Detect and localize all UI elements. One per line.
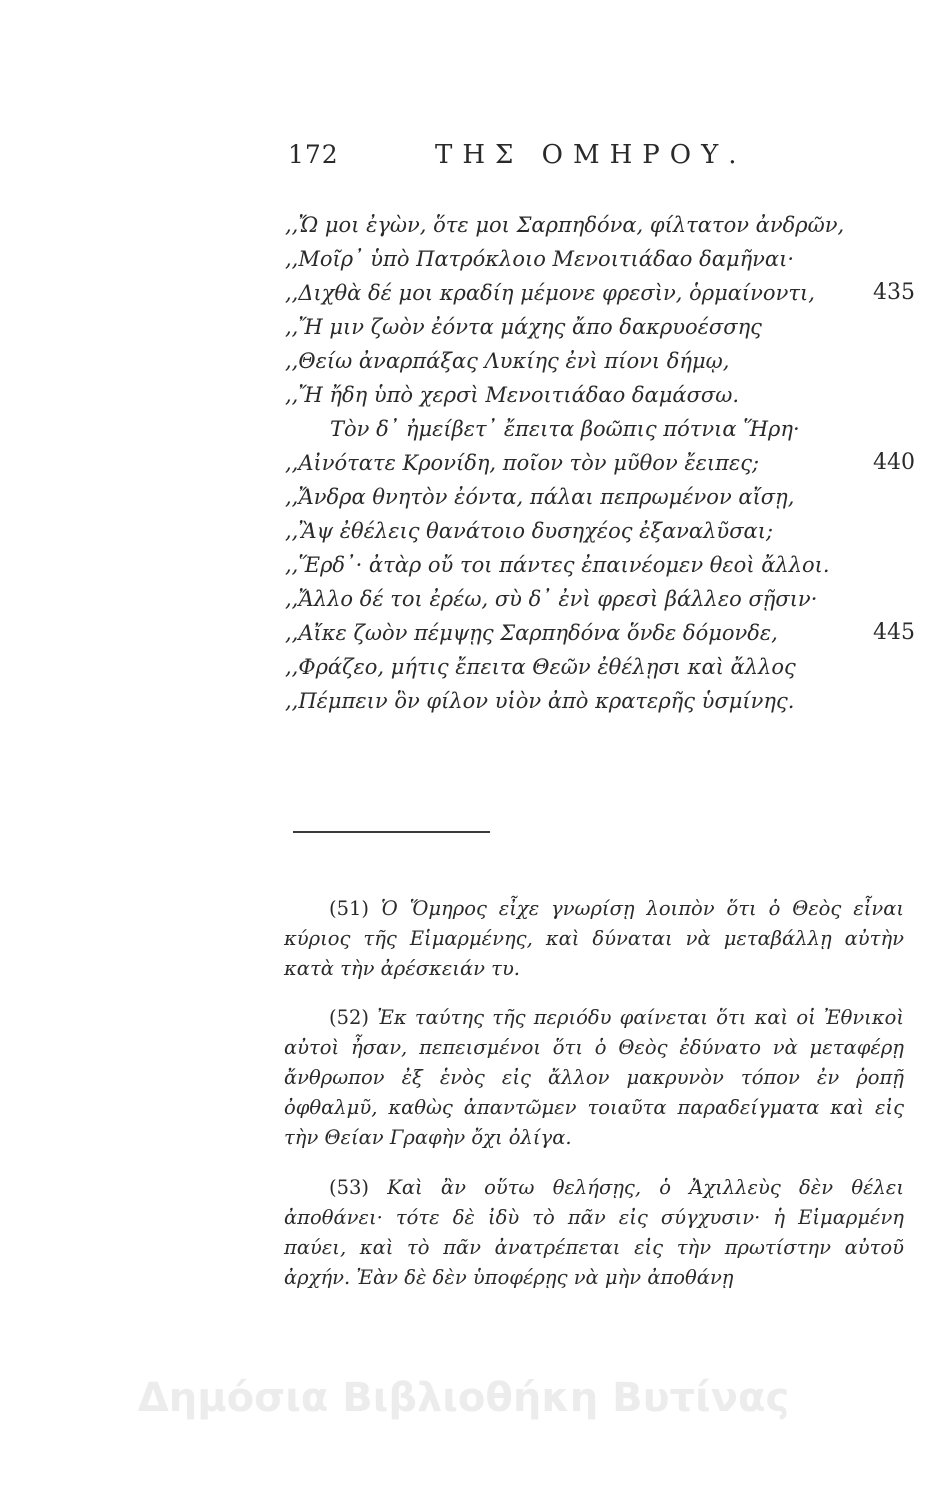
verse-line: ,,Αἰνότατε Κρονίδη, ποῖον τὸν μῦθον ἔειπες; 440 — [285, 446, 915, 480]
verse-line: ,,Αἴκε ζωὸν πέμψῃς Σαρπηδόνα ὅνδε δόμονδε, 445 — [285, 616, 915, 650]
verse-line: ,,Ἤ ἤδη ὑπὸ χερσὶ Μενοιτιάδαο δαμάσσω. — [285, 383, 740, 407]
verse-line: ,,Ἄνδρα θνητὸν ἐόντα, πάλαι πεπρωμένον αἴσῃ, — [285, 485, 795, 509]
footnote — [284, 1173, 904, 1293]
verse-block — [285, 208, 915, 718]
line-number: 445 — [873, 620, 915, 645]
verse-line: ,,Διχθὰ δέ μοι κραδίη μέμονε φρεσὶν, ὁρμαίνοντι, 435 — [285, 276, 915, 310]
verse-line: ,,Ἕρδ᾽· ἀτὰρ οὔ τοι πάντες ἐπαινέομεν θεοὶ ἄλλοι. — [285, 553, 830, 577]
footnote-label: (51) — [329, 896, 370, 920]
footnotes — [284, 874, 904, 1309]
page-header — [0, 140, 927, 180]
verse-line: ,,Ἄλλο δέ τοι ἐρέω, σὺ δ᾽ ἐνὶ φρεσὶ βάλλεο σῇσιν· — [285, 587, 818, 611]
footnote — [284, 894, 904, 984]
page-number: 172 — [288, 140, 339, 169]
verse-line: ,,Μοῖρ᾽ ὑπὸ Πατρόκλοιο Μενοιτιάδαο δαμῆναι· — [285, 247, 795, 271]
footnote-label: (52) — [329, 1006, 370, 1029]
verse-line: ,,Θείω ἀναρπάξας Λυκίης ἐνὶ πίονι δήμῳ, — [285, 349, 730, 373]
verse-line: ,,Ἂψ ἐθέλεις θανάτοιο δυσηχέος ἐξαναλῦσαι; — [285, 519, 774, 543]
running-title: ΤΗΣ ΟΜΗΡΟΥ. — [435, 140, 747, 170]
verse-line: ,,Φράζεο, μήτις ἔπειτα Θεῶν ἐθέλῃσι καὶ ἄλλος — [285, 655, 796, 679]
footnote-text: Καὶ ἂν οὕτω θελήσῃς, ὁ Ἀχιλλεὺς δὲν θέλει ἀποθάνει· τότε δὲ ἰδὺ τὸ πᾶν εἰς σύγχυσιν· ἡ Εἱμαρμένη παύει, καὶ τὸ πᾶν ἀνατρέπεται εἰς τὴν πρωτίστην αὐτοῦ ἀρχήν. Ἐὰν δὲ δὲν ὑποφέρῃς νὰ μὴν ἀποθάνῃ — [284, 1175, 904, 1289]
footnote-separator — [293, 831, 490, 833]
footnote — [284, 1003, 904, 1153]
verse-line: ,,Ἤ μιν ζωὸν ἐόντα μάχης ἄπο δακρυοέσσης — [285, 315, 762, 339]
footnote-text: Ἐκ ταύτης τῆς περιόδυ φαίνεται ὅτι καὶ οἱ Ἐθνικοὶ αὐτοὶ ἦσαν, πεπεισμένοι ὅτι ὁ Θεὸς ἐδύνατο νὰ μεταφέρῃ ἄνθρωπον ἐξ ἑνὸς εἰς ἄλλον μακρυνὸν τόπον ἐν ῥοπῇ ὀφθαλμῦ, καθὼς ἀπαντῶμεν τοιαῦτα παραδείγματα καὶ εἰς τὴν Θείαν Γραφὴν ὄχι ὀλίγα. — [284, 1006, 904, 1149]
verse-line: Τὸν δ᾽ ἠμείβετ᾽ ἔπειτα βοῶπις πότνια Ἥρη· — [330, 417, 800, 441]
verse-line: ,,Ὤ μοι ἐγὼν, ὅτε μοι Σαρπηδόνα, φίλτατον ἀνδρῶν, — [285, 213, 845, 237]
footnote-label: (53) — [329, 1175, 370, 1199]
library-watermark: Δημόσια Βιβλιοθήκη Βυτίνας — [137, 1375, 790, 1421]
line-number: 440 — [873, 450, 915, 475]
verse-line: ,,Πέμπειν ὃν φίλον υἱὸν ἀπὸ κρατερῆς ὑσμίνης. — [285, 689, 795, 713]
footnote-text: Ὁ Ὅμηρος εἶχε γνωρίσῃ λοιπὸν ὅτι ὁ Θεὸς εἶναι κύριος τῆς Εἱμαρμένης, καὶ δύναται νὰ μεταβάλλῃ αὐτὴν κατὰ τὴν ἀρέσκειάν τυ. — [284, 896, 905, 980]
line-number: 435 — [873, 280, 915, 305]
